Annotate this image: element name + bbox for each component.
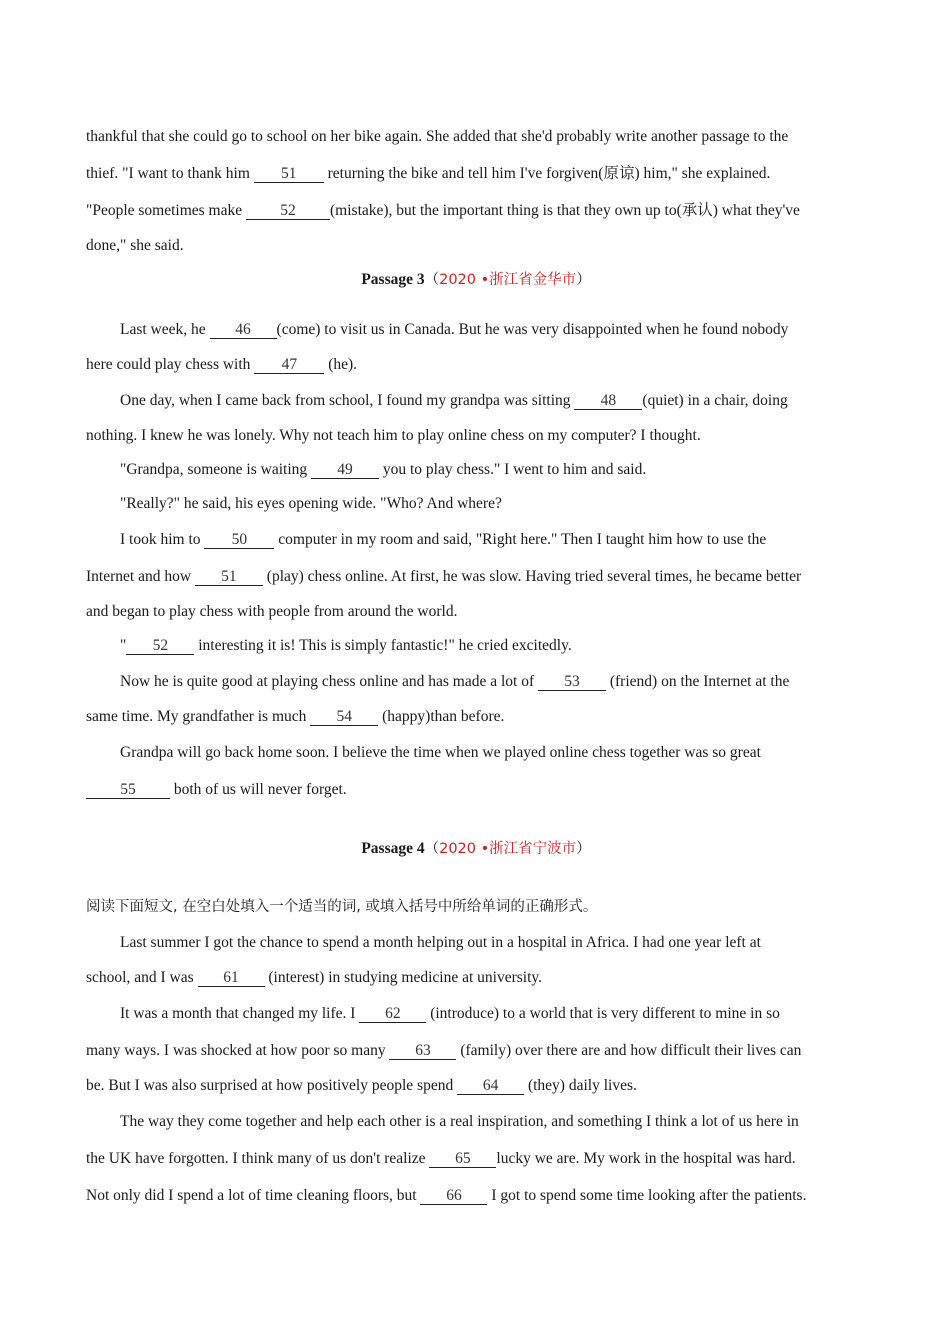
text: many ways. I was shocked at how poor so many [86, 1042, 390, 1059]
text: interesting it is! This is simply fantastic!" he cried excitedly. [194, 637, 572, 654]
text: lucky we are. My work in the hospital was hard. [496, 1150, 796, 1167]
answer-blank-62[interactable]: 62 [359, 1006, 426, 1023]
text: " [120, 637, 127, 654]
text: "Really?" he said, his eyes opening wide. "Who? And where? [120, 495, 502, 512]
text: thief. "I want to thank him [86, 165, 254, 182]
paren: （ [424, 841, 440, 857]
text-line [86, 348, 866, 382]
answer-blank-54[interactable]: 54 [310, 709, 378, 726]
text-line [86, 229, 866, 263]
text: both of us will never forget. [170, 781, 347, 798]
text: (friend) on the Internet at the [605, 673, 790, 690]
instruction: 阅读下面短文, 在空白处填入一个适当的词, 或填入括号中所给单词的正确形式。 [86, 899, 598, 915]
text-line [86, 1103, 866, 1140]
text: "Grandpa, someone is waiting [120, 461, 311, 478]
text: Grandpa will go back home soon. I believe the time when we played online chess together was so great [120, 744, 761, 761]
text-line [86, 487, 866, 521]
text: (introduce) to a world that is very different to mine in so [426, 1005, 780, 1022]
text-line [86, 595, 866, 629]
text: (quiet) in a chair, doing [642, 392, 788, 409]
instruction-line [86, 890, 866, 924]
text: you to play chess." I went to him and said. [379, 461, 647, 478]
text-line [86, 629, 866, 663]
answer-blank-49[interactable]: 49 [311, 462, 379, 479]
text-line [86, 1140, 866, 1177]
text: computer in my room and said, "Right here." Then I taught him how to use the [274, 531, 767, 548]
text: (come) to visit us in Canada. But he was very disappointed when he found nobody [276, 321, 789, 338]
text: I took him to [120, 531, 205, 548]
answer-blank-66[interactable]: 66 [420, 1188, 487, 1205]
answer-blank-48[interactable]: 48 [574, 393, 642, 410]
text: here could play chess with [86, 356, 255, 373]
text: (happy)than before. [378, 708, 505, 725]
text: I got to spend some time looking after the patients. [487, 1187, 807, 1204]
text-line [86, 118, 866, 155]
text: "People sometimes make [86, 202, 247, 219]
paren: ） [576, 841, 591, 857]
text: Internet and how [86, 568, 195, 585]
text-line [86, 311, 866, 348]
text: the UK have forgotten. I think many of us don't realize [86, 1150, 430, 1167]
paren: （ [424, 272, 440, 288]
passage-3-heading [86, 263, 866, 297]
text: (play) chess online. At first, he was slow. Having tried several times, he became better [262, 568, 802, 585]
answer-blank-65[interactable]: 65 [429, 1151, 496, 1168]
answer-blank-50[interactable]: 50 [204, 532, 274, 549]
text: Now he is quite good at playing chess online and has made a lot of [120, 673, 538, 690]
text-line [86, 155, 866, 192]
document-page [86, 118, 866, 1214]
answer-blank-55[interactable]: 55 [86, 782, 170, 799]
text: The way they come together and help each other is a real inspiration, and something I think a lot of us here in [120, 1113, 799, 1130]
text: returning the bike and tell him I've forgiven(原谅) him," she explained. [323, 165, 771, 182]
answer-blank-51[interactable]: 51 [254, 166, 324, 183]
text-line [86, 1069, 866, 1103]
text: (mistake), but the important thing is that they own up to(承认) what they've [330, 202, 800, 219]
text-line [86, 734, 866, 771]
answer-blank-53[interactable]: 53 [538, 674, 606, 691]
passage-title: Passage 4 [361, 840, 425, 857]
passage-source: 2020 •浙江省金华市 [439, 272, 577, 288]
text-line [86, 995, 866, 1032]
text: done," she said. [86, 237, 184, 254]
text-line [86, 771, 866, 808]
text: nothing. I knew he was lonely. Why not teach him to play online chess on my computer? I thought. [86, 427, 701, 444]
answer-blank-52-p3[interactable]: 52 [126, 638, 194, 655]
text-line [86, 453, 866, 487]
answer-blank-51-p3[interactable]: 51 [195, 569, 263, 586]
text: (family) over there are and how difficult their lives can [456, 1042, 802, 1059]
text-line [86, 663, 866, 700]
text-line [86, 521, 866, 558]
text: (interest) in studying medicine at university. [264, 969, 543, 986]
text-line [86, 419, 866, 453]
answer-blank-46[interactable]: 46 [210, 322, 277, 339]
text-line [86, 558, 866, 595]
passage-4-heading [86, 832, 866, 866]
text-line [86, 700, 866, 734]
text: and began to play chess with people from around the world. [86, 603, 458, 620]
text: It was a month that changed my life. I [120, 1005, 360, 1022]
passage-title: Passage 3 [361, 271, 425, 288]
text: school, and I was [86, 969, 198, 986]
text: thankful that she could go to school on her bike again. She added that she'd probably write another passage to the [86, 128, 789, 145]
answer-blank-47[interactable]: 47 [254, 357, 324, 374]
text-line [86, 924, 866, 961]
text-line [86, 1177, 866, 1214]
text: (he). [324, 356, 358, 373]
answer-blank-52[interactable]: 52 [246, 203, 330, 220]
paren: ） [576, 272, 591, 288]
text-line [86, 961, 866, 995]
answer-blank-61[interactable]: 61 [198, 970, 265, 987]
text: Last summer I got the chance to spend a month helping out in a hospital in Africa. I had one year left at [120, 934, 761, 951]
text: One day, when I came back from school, I found my grandpa was sitting [120, 392, 575, 409]
answer-blank-64[interactable]: 64 [457, 1078, 524, 1095]
text: (they) daily lives. [524, 1077, 637, 1094]
text: Last week, he [120, 321, 210, 338]
text: be. But I was also surprised at how positively people spend [86, 1077, 458, 1094]
text: Not only did I spend a lot of time cleaning floors, but [86, 1187, 421, 1204]
text-line [86, 1032, 866, 1069]
text-line [86, 382, 866, 419]
text-line [86, 192, 866, 229]
answer-blank-63[interactable]: 63 [389, 1043, 456, 1060]
passage-source: 2020 •浙江省宁波市 [439, 841, 577, 857]
text: same time. My grandfather is much [86, 708, 311, 725]
